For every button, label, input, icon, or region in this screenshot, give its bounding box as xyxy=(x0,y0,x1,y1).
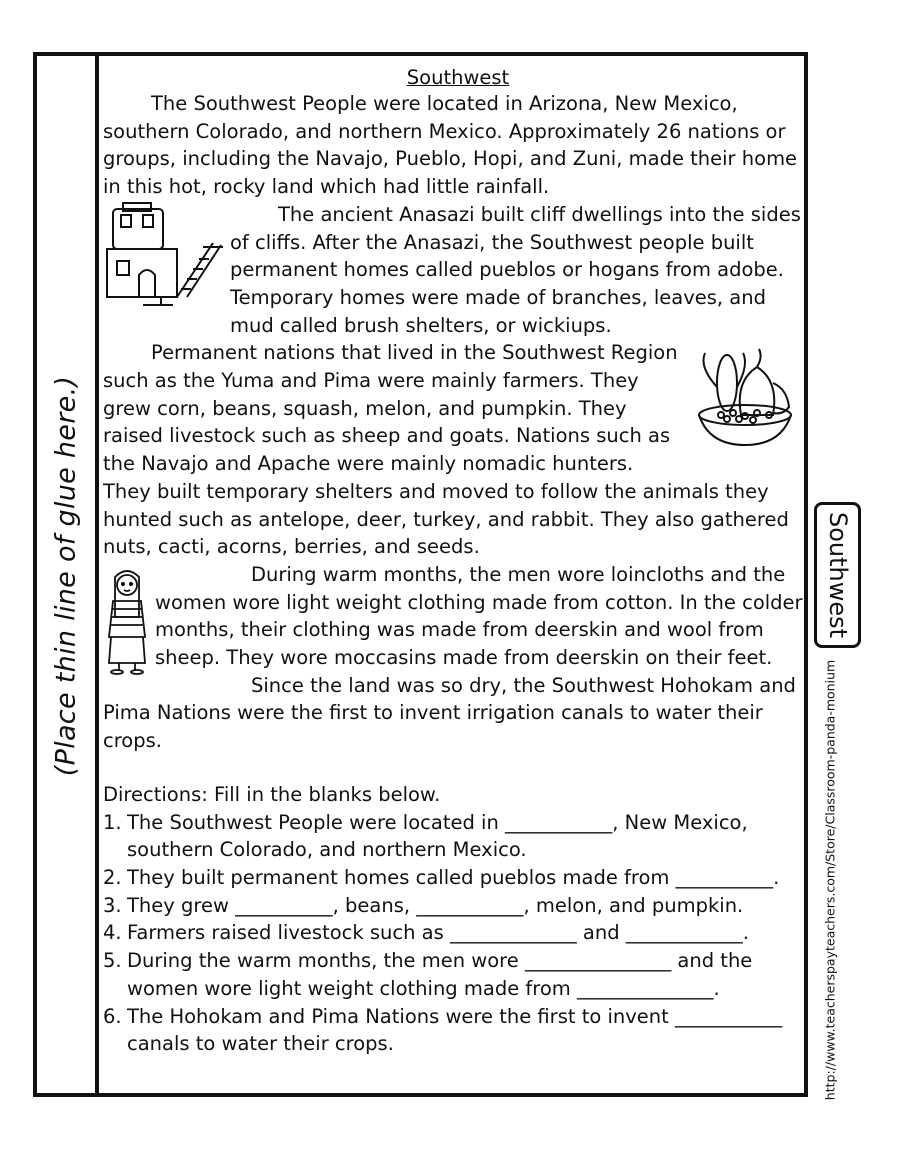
crops-icon xyxy=(693,343,803,455)
paragraph-2: The ancient Anasazi built cliff dwellings into the sides of cliffs. After the Anasazi, the Southwest people built permanent homes called pueblos or hogans from adobe. Temporary homes were made of branches, leaves, and mud called brush shelters, or wickiups. xyxy=(230,202,801,337)
pueblo-icon xyxy=(103,201,228,321)
question-text: They grew __________, beans, ___________, melon, and pumpkin. xyxy=(127,893,744,917)
question-number: 1. xyxy=(103,810,122,834)
directions-section xyxy=(103,781,803,1058)
question-text: The Hohokam and Pima Nations were the first to invent ___________ canals to water their crops. xyxy=(127,1004,783,1056)
paragraph-4-block xyxy=(103,561,803,755)
question-number: 3. xyxy=(103,893,122,917)
question-number: 6. xyxy=(103,1004,122,1028)
question-3 xyxy=(103,892,803,920)
question-number: 4. xyxy=(103,921,122,945)
directions-heading: Directions: Fill in the blanks below. xyxy=(103,782,441,806)
section-tab xyxy=(814,502,861,648)
question-number: 5. xyxy=(103,949,122,973)
question-1 xyxy=(103,809,803,864)
question-text: Farmers raised livestock such as _____________ and ____________. xyxy=(127,921,749,945)
article xyxy=(103,66,803,1058)
question-4 xyxy=(103,919,803,947)
paragraph-1: The Southwest People were located in Arizona, New Mexico, southern Colorado, and northern Mexico. Approximately 26 nations or groups, including the Navajo, Pueblo, Hopi, and Zuni, made their home in this hot, rocky land which had little rainfall. xyxy=(103,92,798,199)
page-title: Southwest xyxy=(406,66,510,89)
paragraph-4: During warm months, the men wore loincloths and the women wore light weight clothing made from cotton. In the colder months, their clothing was made from deerskin and wool from sheep. They wore moccasins made from deerskin on their feet. xyxy=(155,562,803,670)
glue-strip xyxy=(37,56,99,1093)
paragraph-2-block xyxy=(103,201,803,340)
paragraph-5: Since the land was so dry, the Southwest Hohokam and Pima Nations were the first to invent irrigation canals to water their crops. xyxy=(103,673,796,753)
question-6 xyxy=(103,1003,803,1058)
paragraph-3: Permanent nations that lived in the Southwest Region such as the Yuma and Pima were mainly farmers. They grew corn, beans, squash, melon, and pumpkin. They raised livestock such as sheep and goats. Nations such as the Navajo and Apache were mainly nomadic hunters. They built temporary shelters and moved to follow the animals they hunted such as antelope, deer, turkey, and rabbit. They also gathered nuts, cacti, acorns, berries, and seeds. xyxy=(103,341,789,559)
native-girl-icon xyxy=(103,567,155,679)
tab-label: Southwest xyxy=(823,511,852,639)
source-url: http://www.teacherspayteachers.com/Store/Classroom-panda-monium xyxy=(822,659,838,1101)
glue-note: (Place thin line of glue here.) xyxy=(50,375,82,777)
question-number: 2. xyxy=(103,865,122,889)
question-text: During the warm months, the men wore _______________ and the women wore light weight clothing made from ______________. xyxy=(127,949,753,1000)
question-text: They built permanent homes called pueblos made from __________. xyxy=(127,865,780,889)
worksheet-card xyxy=(33,52,808,1097)
question-2 xyxy=(103,864,803,892)
question-5 xyxy=(103,947,803,1002)
question-text: The Southwest People were located in ___________, New Mexico, southern Colorado, and northern Mexico. xyxy=(127,810,748,862)
paragraph-3-block xyxy=(103,339,803,561)
